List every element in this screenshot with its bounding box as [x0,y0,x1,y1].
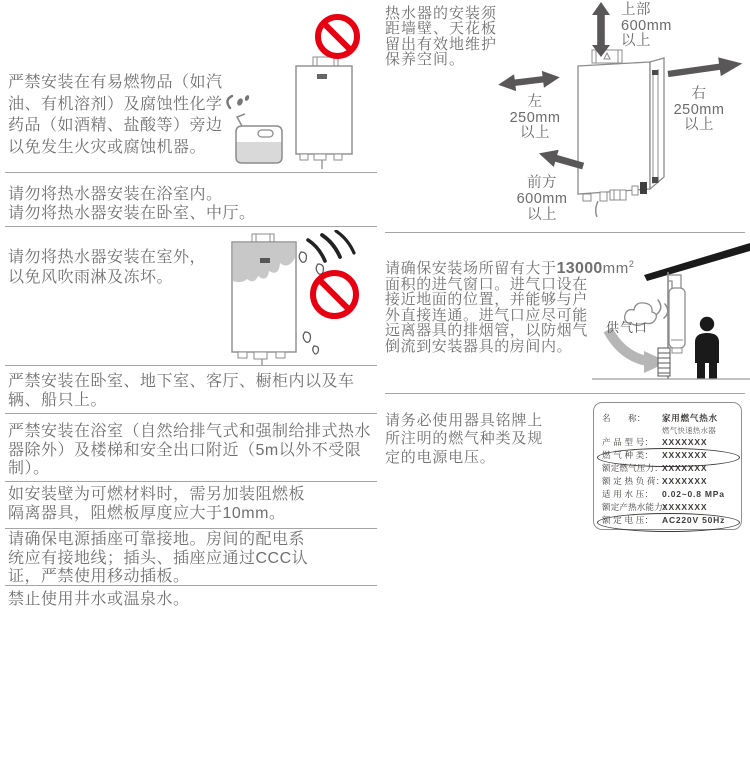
water-heater-drawing [232,234,296,365]
nameplate-row: 名 称： 家用燃气热水 燃气快速热水器 [602,413,718,435]
nameplate-row: 额定燃气压力： XXXXXXX [602,462,708,473]
roof-drawing [644,243,750,281]
divider [5,481,377,482]
fuel-can-icon [227,94,282,163]
divider [385,232,745,233]
divider [5,172,377,173]
person-silhouette [695,317,719,379]
clearance-label-right: 右 250mm 以上 [673,86,725,133]
air-inlet-instruction-text: 请确保安装场所留有大于$13000mm^2$ 面积的进气窗口。进气口设在 接近地面的位置，并能够与户 外直接连通。进气口应尽可能 远离器具的排烟管，以防烟气 倒流到安装器具的房间内。 [385,259,635,355]
area-value: 13000 [556,260,603,277]
supply-port-label: 供气口 [606,320,649,335]
clearance-instruction-text: 热水器的安装须 距墙壁、天花板 留出有效地维护 保养空间。 [385,5,498,69]
nameplate-row: 额定产热水能力： XXXXXXX [602,501,708,512]
bath-exception-warning-text: 严禁安装在浴室（自然给排气式和强制给排式热水 器除外）及楼梯和安全出口附近（5m以外不受限 制）。 [8,423,372,477]
arrow-up-icon [592,2,610,57]
divider [5,226,377,227]
divider [5,413,377,414]
flammable-warning-text: 严禁安装在有易燃物品（如汽 油、有机溶剂）及腐蚀性化学 药品（如酒精、盐酸等）旁边 以免发生火灾或腐蚀机器。 [8,74,223,156]
nameplate-row: 额 定 热 负 荷： XXXXXXX [602,475,708,486]
divider [5,528,377,529]
bathroom-warning-text: 请勿将热水器安装在浴室内。 请勿将热水器安装在卧室、中厅。 [8,186,256,222]
rooms-warning-text: 严禁安装在卧室、地下室、客厅、橱柜内以及车 辆、船只上。 [8,373,355,409]
clearance-label-left: 左 250mm 以上 [509,94,561,141]
arrow-left-right-icon [497,69,561,93]
water-heater-3d-drawing [578,50,664,217]
power-socket-warning-text: 请确保电源插座可靠接地。房间的配电系 统应有接地线；插头、插座应通过CCC认 证，严禁使用移动插板。 [8,531,309,585]
nameplate-row: 产 品 型 号： XXXXXXX [602,436,708,447]
nameplate-note-text: 请务必使用器具铭牌上 所注明的燃气种类及规 定的电源电压。 [385,412,544,466]
prohibition-icon [310,270,359,319]
nameplate [593,402,742,530]
clearance-label-front: 前方 600mm 以上 [516,175,568,223]
nameplate-row: 适 用 水 压： 0.02~0.8 MPa [602,488,725,499]
wall-material-warning-text: 如安装壁为可燃材料时，需另加装阻燃板 隔离器具，阻燃板厚度应大于10mm。 [8,486,306,522]
divider [5,585,377,586]
divider [385,393,745,394]
water-heater-drawing [296,57,352,169]
well-water-warning-text: 禁止使用井水或温泉水。 [8,591,190,608]
heater-with-flue-drawing [668,275,685,353]
prohibition-icon [315,14,360,59]
arrow-right-icon [667,54,744,83]
clearance-label-top: 上部 600mm 以上 [621,2,672,49]
vent-grille-icon [658,348,670,376]
nameplate-row: 燃 气 种 类： XXXXXXX [602,449,708,460]
outdoor-warning-text: 请勿将热水器安装在室外， 以免风吹雨淋及冻坏。 [8,249,207,286]
nameplate-row: 额 定 电 压： AC220V 50Hz [602,514,726,525]
